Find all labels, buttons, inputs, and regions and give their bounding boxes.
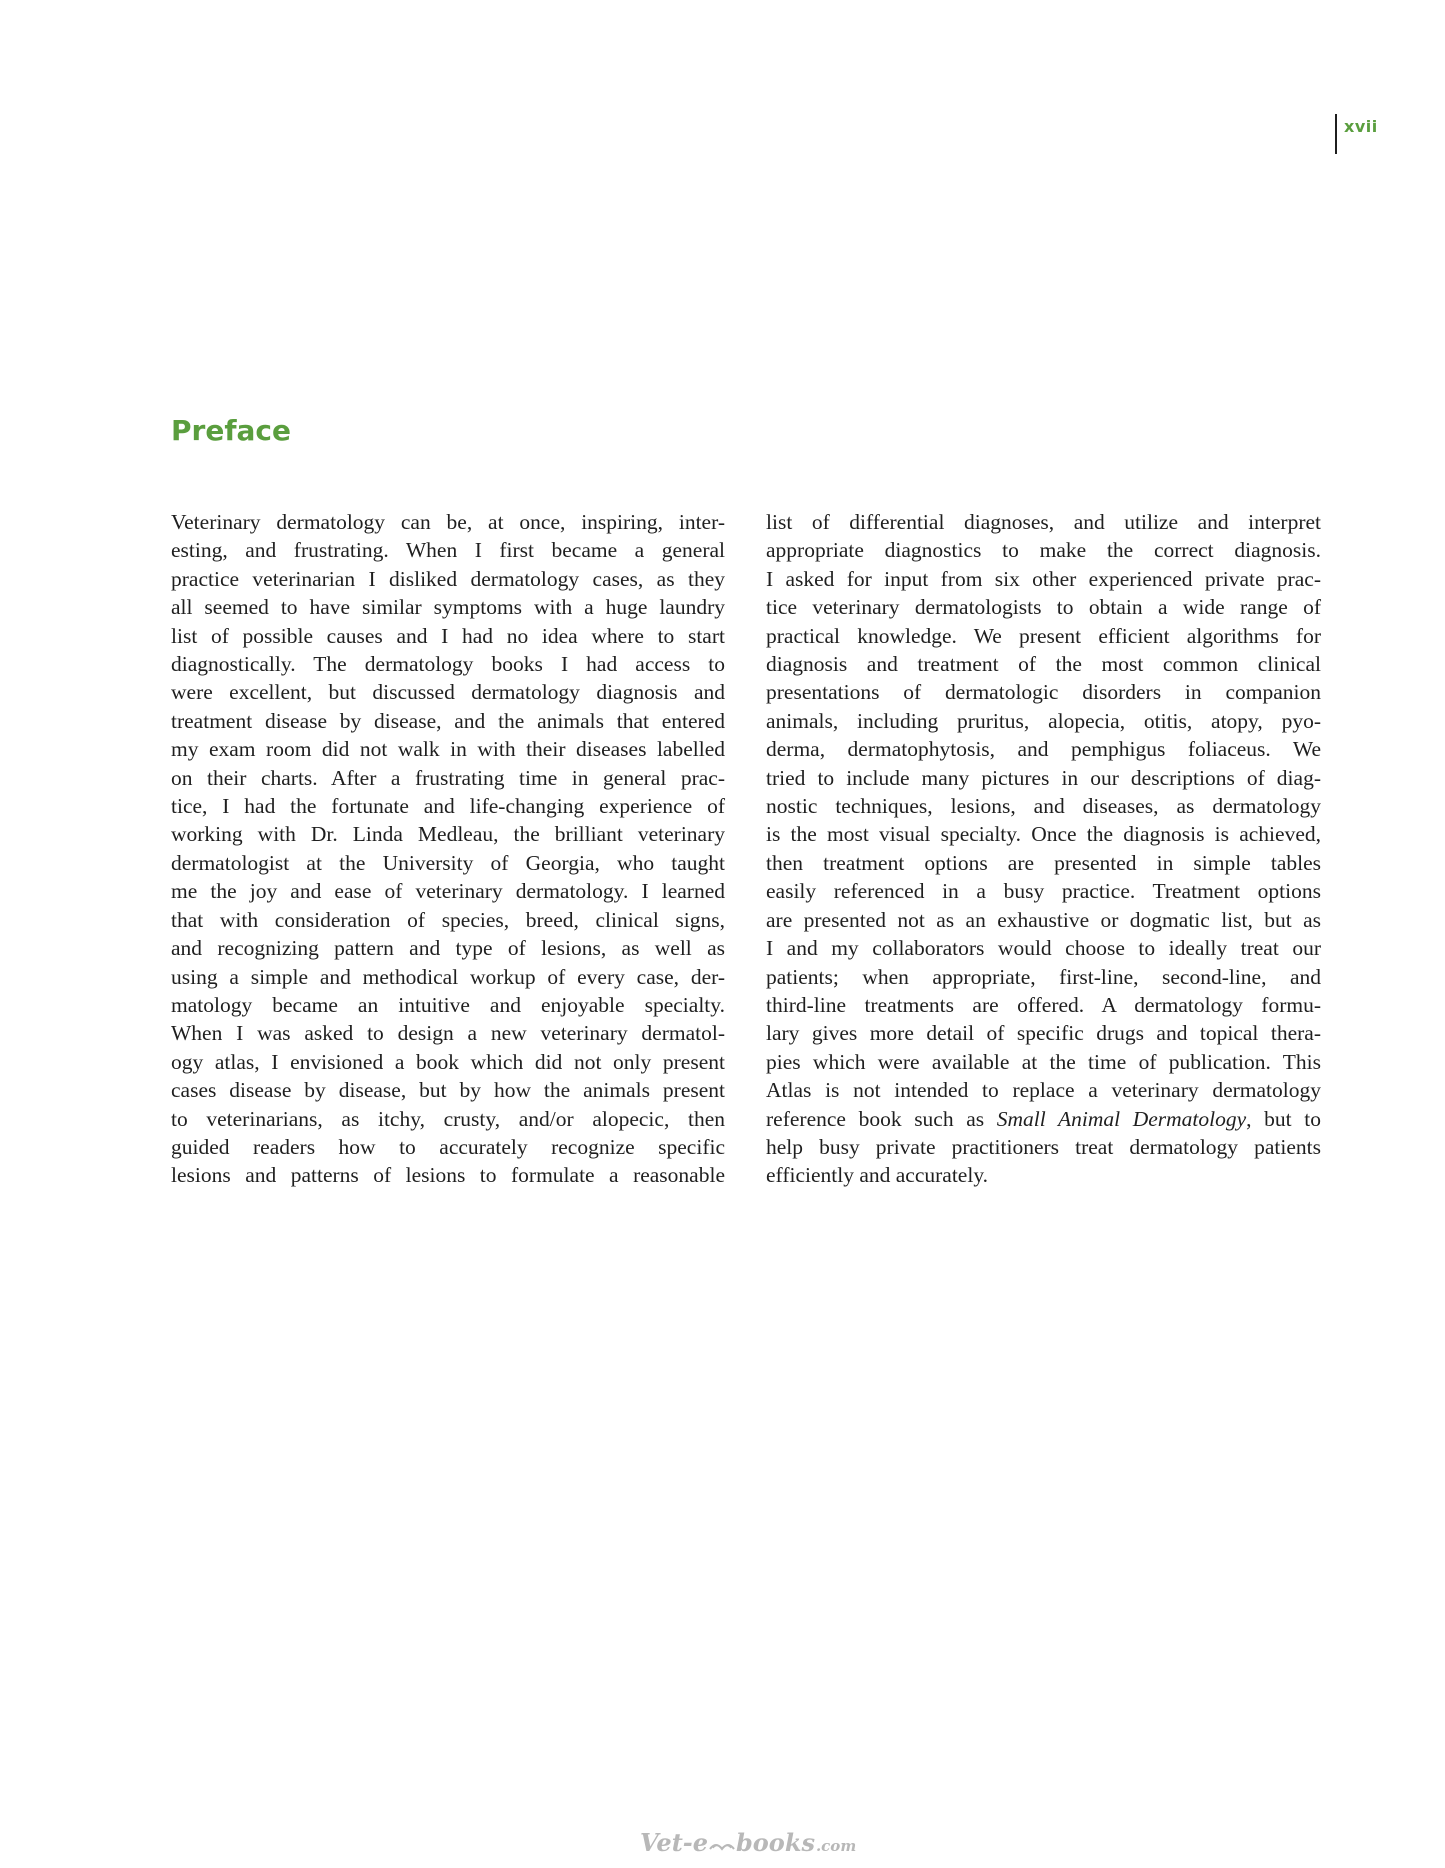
text-fragment: reference book such as xyxy=(766,1106,997,1131)
text-line: lary gives more detail of specific drugs and topical thera- xyxy=(766,1021,1321,1046)
text-line: When I was asked to design a new veterinary dermatol- xyxy=(171,1021,725,1046)
text-line: and recognizing pattern and type of lesions, as well as xyxy=(171,936,725,961)
text-line: Atlas is not intended to replace a veterinary dermatology xyxy=(766,1078,1321,1103)
text-line: are presented not as an exhaustive or dogmatic list, but as xyxy=(766,907,1321,932)
text-line: matology became an intuitive and enjoyable specialty. xyxy=(171,992,725,1017)
text-line: lesions and patterns of lesions to formulate a reasonable xyxy=(171,1163,725,1188)
text-line: tice veterinary dermatologists to obtain a wide range of xyxy=(766,595,1321,620)
text-line: Veterinary dermatology can be, at once, inspiring, inter- xyxy=(171,510,725,534)
text-line: appropriate diagnostics to make the correct diagnosis. xyxy=(766,538,1321,563)
text-line: easily referenced in a busy practice. Treatment options xyxy=(766,879,1321,904)
text-line: were excellent, but discussed dermatology diagnosis and xyxy=(171,680,725,705)
text-line xyxy=(766,1105,1321,1133)
text-line: esting, and frustrating. When I first became a general xyxy=(171,538,725,563)
left-text-column xyxy=(171,508,725,1190)
watermark-logo xyxy=(640,1828,856,1857)
text-line: list of differential diagnoses, and utilize and interpret xyxy=(766,510,1321,534)
text-line: derma, dermatophytosis, and pemphigus foliaceus. We xyxy=(766,737,1321,762)
watermark-text: Vet-e xyxy=(640,1828,709,1857)
text-line: help busy private practitioners treat dermatology patients xyxy=(766,1134,1321,1159)
text-line: my exam room did not walk in with their diseases labelled xyxy=(171,737,725,762)
text-line: cases disease by disease, but by how the animals present xyxy=(171,1078,725,1103)
text-line: third-line treatments are offered. A dermatology formu- xyxy=(766,992,1321,1017)
text-line: working with Dr. Linda Medleau, the brilliant veterinary xyxy=(171,822,725,847)
text-line: nostic techniques, lesions, and diseases, as dermatology xyxy=(766,794,1321,819)
text-line: ogy atlas, I envisioned a book which did not only present xyxy=(171,1049,725,1074)
book-title-italic: Small Animal Dermatology xyxy=(996,1106,1247,1131)
text-fragment: , but to xyxy=(1246,1106,1321,1131)
text-line: patients; when appropriate, first-line, second-line, and xyxy=(766,964,1321,989)
text-line: treatment disease by disease, and the animals that entered xyxy=(171,708,725,733)
text-line: me the joy and ease of veterinary dermatology. I learned xyxy=(171,879,725,904)
text-line: guided readers how to accurately recognize specific xyxy=(171,1134,725,1159)
watermark-domain: .com xyxy=(815,1837,857,1855)
text-line: diagnostically. The dermatology books I had access to xyxy=(171,652,725,677)
text-line: is the most visual specialty. Once the diagnosis is achieved, xyxy=(766,822,1321,847)
page-title: Preface xyxy=(171,414,291,447)
text-line: practice veterinarian I disliked dermatology cases, as they xyxy=(171,566,725,591)
text-line: diagnosis and treatment of the most common clinical xyxy=(766,652,1321,677)
text-line: all seemed to have similar symptoms with a huge laundry xyxy=(171,595,725,620)
text-line: efficiently and accurately. xyxy=(766,1163,989,1188)
open-book-icon xyxy=(709,1839,735,1851)
text-line: list of possible causes and I had no idea where to start xyxy=(171,623,725,648)
text-line: pies which were available at the time of publication. This xyxy=(766,1049,1321,1074)
text-line: I and my collaborators would choose to ideally treat our xyxy=(766,936,1321,961)
text-line: I asked for input from six other experienced private prac- xyxy=(766,566,1321,591)
page-number-rule xyxy=(1335,114,1337,154)
text-line: to veterinarians, as itchy, crusty, and/or alopecic, then xyxy=(171,1106,725,1131)
text-line: tice, I had the fortunate and life-changing experience of xyxy=(171,794,725,819)
text-line: that with consideration of species, breed, clinical signs, xyxy=(171,907,725,932)
text-line: then treatment options are presented in simple tables xyxy=(766,850,1321,875)
page-number: xvii xyxy=(1344,117,1378,136)
text-line: animals, including pruritus, alopecia, otitis, atopy, pyo- xyxy=(766,708,1321,733)
watermark-text: books xyxy=(736,1828,815,1857)
text-line: dermatologist at the University of Georgia, who taught xyxy=(171,850,725,875)
text-line: presentations of dermatologic disorders in companion xyxy=(766,680,1321,705)
text-line: tried to include many pictures in our descriptions of diag- xyxy=(766,765,1321,790)
text-line: on their charts. After a frustrating time in general prac- xyxy=(171,765,725,790)
right-text-column xyxy=(766,508,1321,1190)
text-line: practical knowledge. We present efficient algorithms for xyxy=(766,623,1321,648)
text-line: using a simple and methodical workup of every case, der- xyxy=(171,964,725,989)
